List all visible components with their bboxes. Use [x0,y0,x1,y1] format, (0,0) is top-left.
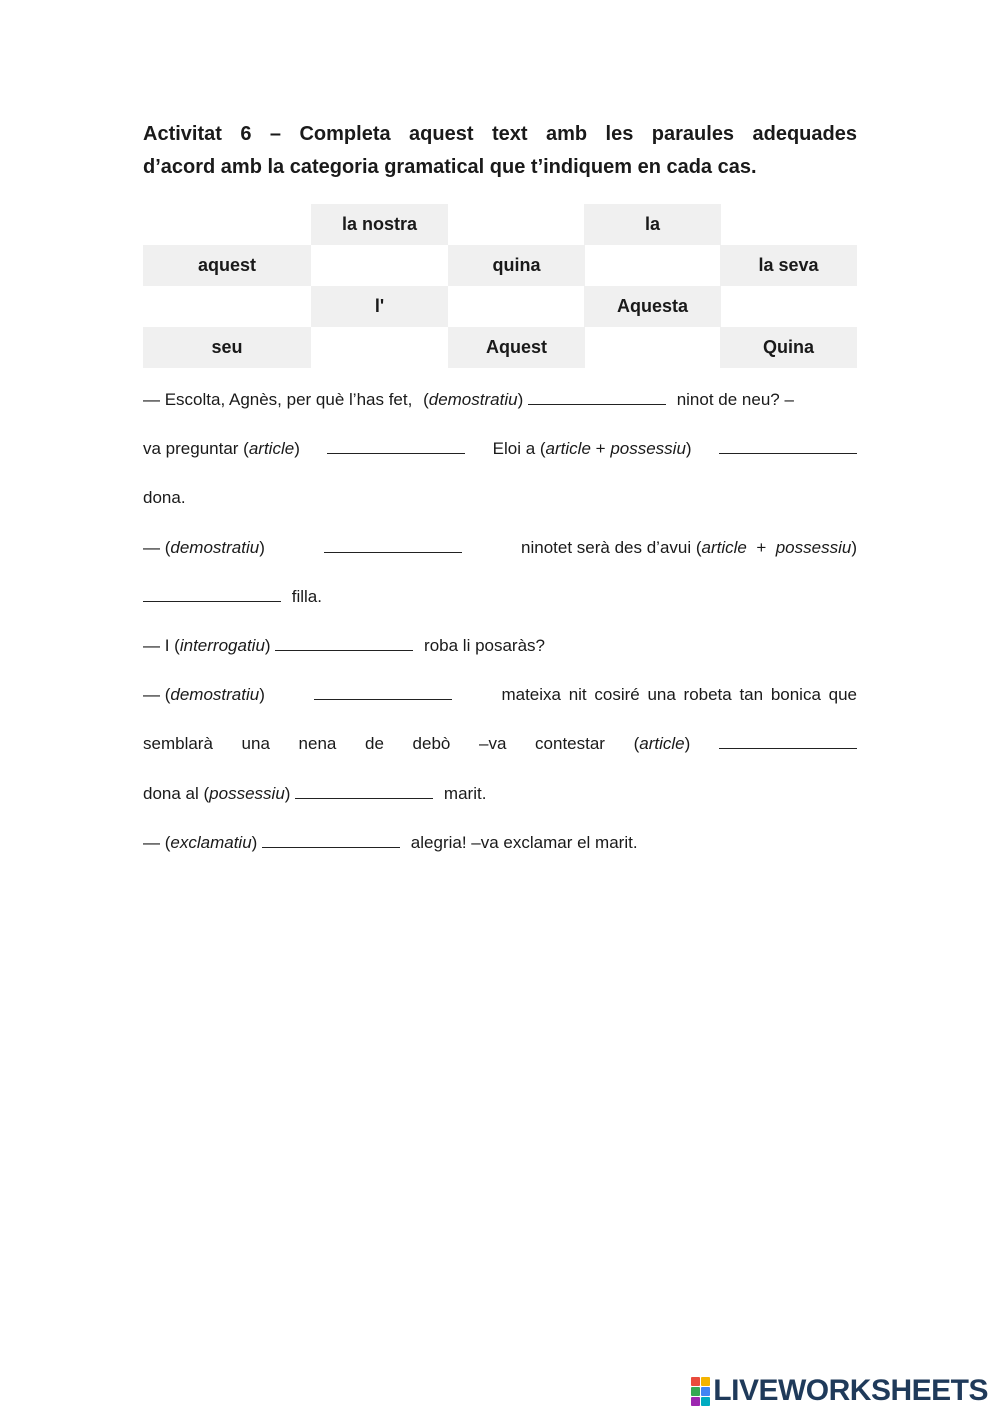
text-segment: — I ( [143,636,180,655]
text-word: nena [298,734,337,753]
text-segment: — ( [143,833,171,852]
grid-cell: quina [448,245,585,286]
grid-cell: Quina [720,327,857,368]
category-hint: article [639,734,685,753]
answer-blank-5[interactable] [143,586,281,602]
text-segment: dona. [143,488,186,507]
text-segment: ) [251,833,258,852]
word-bank-grid [143,204,857,368]
text-line-3 [143,487,857,509]
text-line-6 [143,635,857,657]
text-segment: ) [851,538,857,557]
text-segment: ) [685,439,692,458]
grid-cell [584,327,721,368]
text-segment: ninot de neu? – [676,390,794,409]
text-segment: ) [264,636,271,655]
text-word: de [365,734,384,753]
brand-name: LIVEWORKSHEETS [713,1374,988,1407]
grid-cell [448,204,585,245]
category-hint: demostratiu [428,390,518,409]
answer-blank-6[interactable] [275,635,413,651]
text-segment: + [756,538,767,557]
grid-cell [143,286,280,327]
text-word: debò [412,734,451,753]
text-segment: ) [259,685,265,704]
text-segment: ) [294,439,300,458]
grid-cell: Aquest [448,327,585,368]
liveworksheets-logo [691,1376,988,1406]
activity-title-line-1: Activitat 6 – Completa aquest text amb les paraules adequades [143,123,857,145]
text-segment: + [595,439,606,458]
text-segment: ) [284,784,291,803]
grid-cell [311,245,448,286]
category-hint: exclamatiu [170,833,252,852]
answer-blank-10[interactable] [262,832,400,848]
answer-blank-2[interactable] [327,438,465,454]
text-segment: — ( [143,538,171,557]
category-hint: possessiu [775,538,852,557]
text-segment: — ( [143,685,171,704]
category-hint: interrogatiu [179,636,265,655]
text-segment: ) [517,390,524,409]
grid-cell: l' [311,286,448,327]
text-segment: filla. [291,587,322,606]
text-segment: va preguntar ( [143,439,249,458]
answer-blank-3[interactable] [719,438,857,454]
grid-cell [584,245,721,286]
text-line-1 [143,389,857,411]
answer-blank-4[interactable] [324,537,462,553]
answer-blank-1[interactable] [528,389,666,405]
brand-blocks-icon [691,1377,710,1406]
grid-cell: la [584,204,721,245]
text-segment: marit. [443,784,487,803]
text-line-2 [143,438,857,460]
text-segment: Eloi a ( [492,439,546,458]
text-segment: ( [423,390,429,409]
grid-cell [311,327,448,368]
text-segment: dona al ( [143,784,210,803]
text-line-5 [143,586,857,608]
text-segment: alegria! –va exclamar el marit. [410,833,638,852]
text-segment: mateixa nit cosiré una robeta tan bonica que [501,685,857,704]
category-hint: demostratiu [170,685,260,704]
category-hint: possessiu [610,439,686,458]
grid-cell: aquest [143,245,311,286]
text-word: –va [479,734,507,753]
text-segment: ) [259,538,265,557]
category-hint: article [248,439,295,458]
text-word: semblarà [143,734,213,753]
answer-blank-9[interactable] [295,783,433,799]
grid-cell [720,286,857,327]
text-segment: ninotet serà des d’avui ( [521,538,702,557]
answer-blank-8[interactable] [719,733,857,749]
grid-cell: la seva [720,245,857,286]
text-segment: roba li posaràs? [424,636,546,655]
grid-cell: seu [143,327,311,368]
text-line-9 [143,783,857,805]
category-hint: demostratiu [170,538,260,557]
grid-cell [720,204,857,245]
text-line-10 [143,832,857,854]
text-segment: — Escolta, Agnès, per què l’has fet, [143,390,413,409]
answer-blank-7[interactable] [314,684,452,700]
category-hint: possessiu [209,784,285,803]
grid-cell [143,204,280,245]
activity-title [143,118,857,184]
text-line-4 [143,537,857,559]
text-line-7 [143,684,857,706]
category-hint: article [701,538,747,557]
grid-cell: Aquesta [584,286,721,327]
category-hint: article [545,439,591,458]
text-line-8: semblarà una nena de debò –va contestar (article) [143,733,857,755]
text-word: contestar [535,734,605,753]
text-word: una [241,734,270,753]
grid-cell: la nostra [311,204,448,245]
grid-cell [448,286,585,327]
activity-title-line-2: d’acord amb la categoria gramatical que t’indiquem en cada cas. [143,156,757,178]
